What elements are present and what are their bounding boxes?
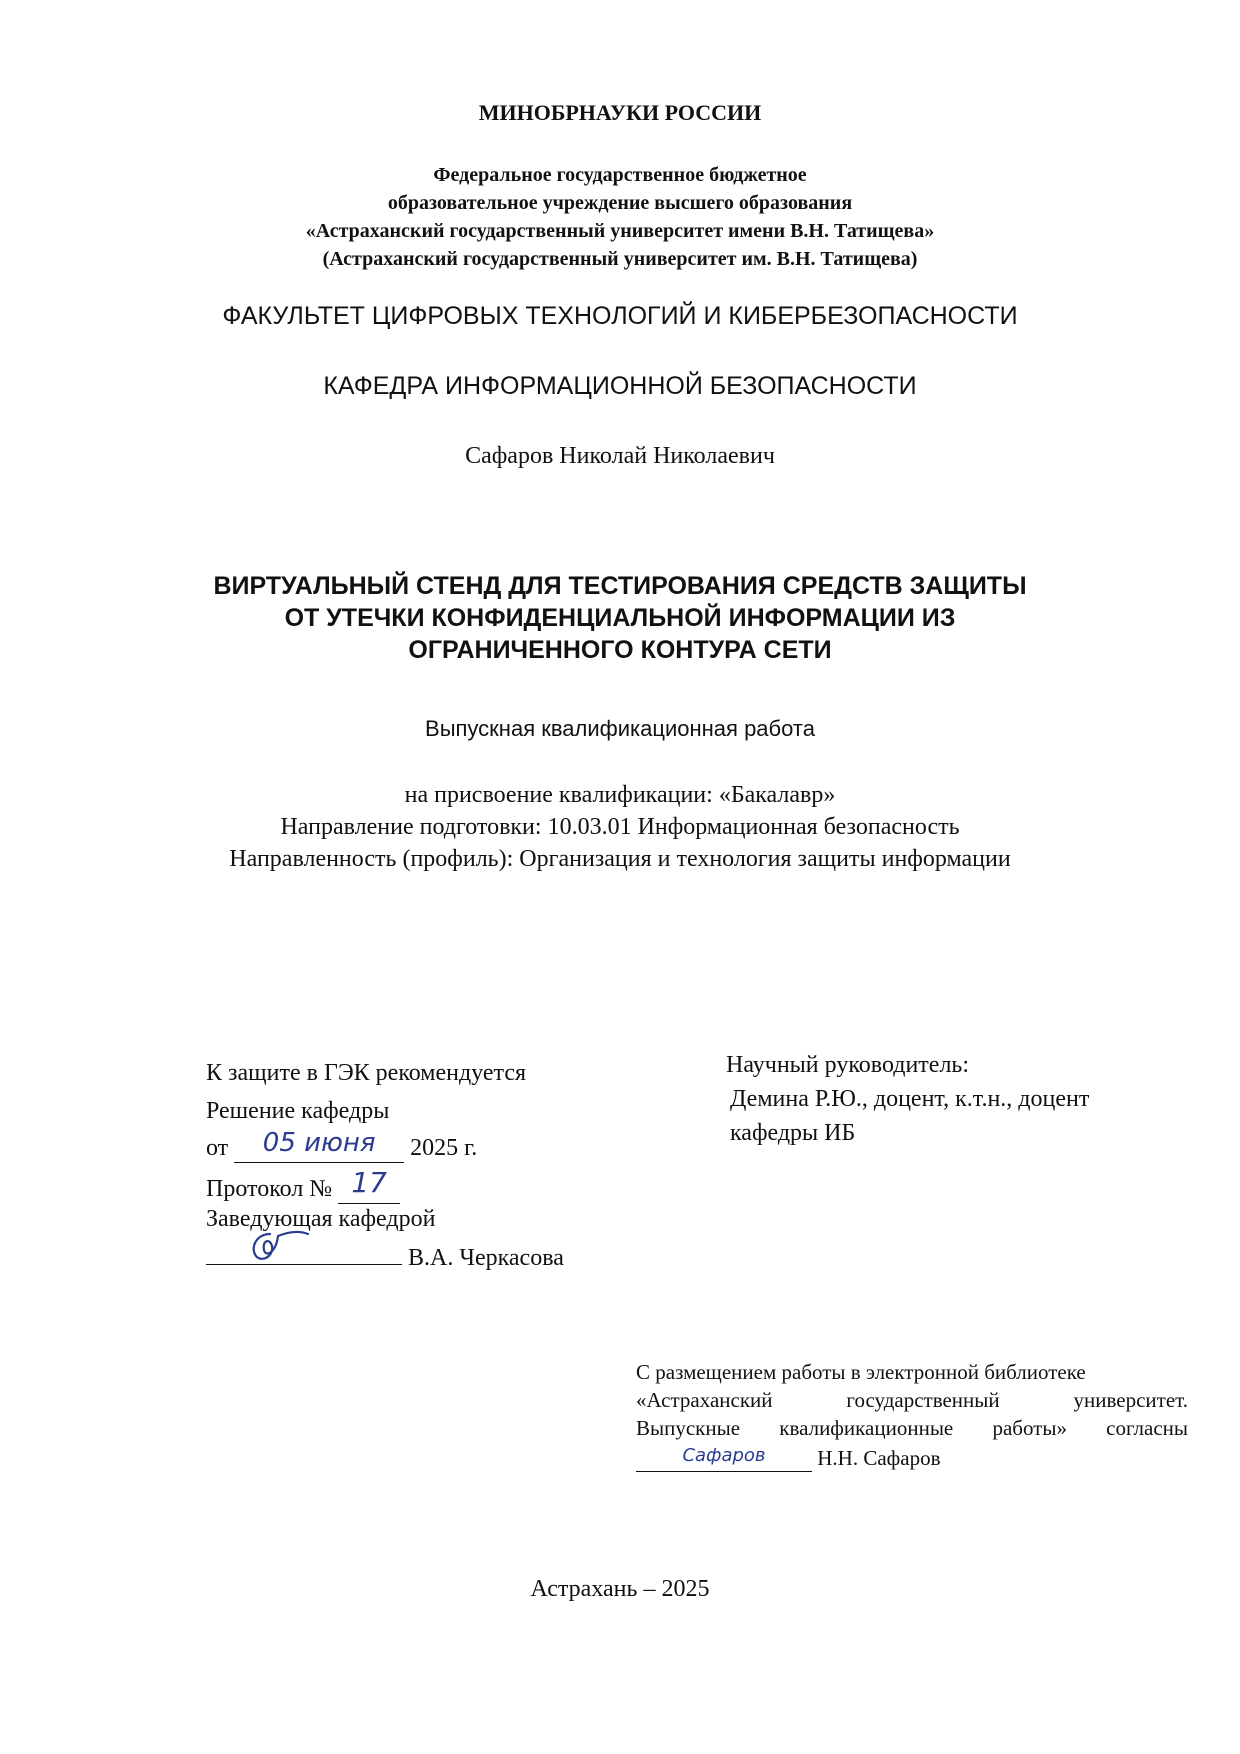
consent-line-2: «Астраханский государственный университет. xyxy=(636,1388,1188,1412)
head-signature-field xyxy=(206,1240,402,1265)
supervisor-line-2: кафедры ИБ xyxy=(730,1120,856,1146)
protocol-field xyxy=(338,1166,400,1204)
protocol-line xyxy=(206,1166,400,1204)
handwritten-date: 05 июня xyxy=(262,1128,376,1158)
work-type: Выпускная квалификационная работа xyxy=(425,716,815,741)
institution-line-4: (Астраханский государственный университет им. В.Н. Татищева) xyxy=(322,248,918,270)
handwritten-protocol-number: 17 xyxy=(351,1166,387,1199)
decision-date-line xyxy=(206,1128,478,1163)
head-signature-line xyxy=(206,1240,564,1272)
consent-name: Н.Н. Сафаров xyxy=(817,1446,941,1470)
institution-line-3: «Астраханский государственный университет имени В.Н. Татищева» xyxy=(305,220,935,242)
title-line-3: ОГРАНИЧЕННОГО КОНТУРА СЕТИ xyxy=(408,636,832,664)
consent-signature-field xyxy=(636,1446,812,1472)
qualification: на присвоение квалификации: «Бакалавр» xyxy=(404,782,836,808)
date-field xyxy=(234,1128,404,1163)
author-name: Сафаров Николай Николаевич xyxy=(465,443,775,469)
consent-line-1: С размещением работы в электронной библиотеке xyxy=(636,1360,1086,1384)
profile: Направленность (профиль): Организация и технология защиты информации xyxy=(229,846,1011,872)
department-name: КАФЕДРА ИНФОРМАЦИОННОЙ БЕЗОПАСНОСТИ xyxy=(323,372,917,400)
ministry-heading: МИНОБРНАУКИ РОССИИ xyxy=(478,100,762,125)
head-title: Заведующая кафедрой xyxy=(206,1206,436,1232)
head-signature-mark xyxy=(242,1226,322,1266)
city-year: Астрахань – 2025 xyxy=(530,1576,710,1602)
date-prefix: от xyxy=(206,1135,229,1161)
title-line-2: ОТ УТЕЧКИ КОНФИДЕНЦИАЛЬНОЙ ИНФОРМАЦИИ ИЗ xyxy=(284,604,956,632)
consent-signature-line xyxy=(636,1446,941,1472)
faculty-name: ФАКУЛЬТЕТ ЦИФРОВЫХ ТЕХНОЛОГИЙ И КИБЕРБЕЗОПАСНОСТИ xyxy=(222,302,1018,330)
supervisor-line-1: Демина Р.Ю., доцент, к.т.н., доцент xyxy=(730,1086,1090,1112)
date-suffix: 2025 г. xyxy=(410,1135,478,1161)
head-name: В.А. Черкасова xyxy=(408,1245,564,1271)
institution-line-1: Федеральное государственное бюджетное xyxy=(433,164,807,186)
consent-line-3: Выпускные квалификационные работы» согласны xyxy=(636,1416,1188,1440)
title-line-1: ВИРТУАЛЬНЫЙ СТЕНД ДЛЯ ТЕСТИРОВАНИЯ СРЕДСТВ ЗАЩИТЫ xyxy=(213,572,1027,600)
institution-line-2: образовательное учреждение высшего образования xyxy=(387,192,853,214)
recommend-text: К защите в ГЭК рекомендуется xyxy=(206,1060,527,1086)
handwritten-signature: Сафаров xyxy=(682,1445,766,1466)
direction: Направление подготовки: 10.03.01 Информационная безопасность xyxy=(280,814,960,840)
protocol-prefix: Протокол № xyxy=(206,1176,333,1202)
supervisor-title: Научный руководитель: xyxy=(726,1052,970,1078)
decision-text: Решение кафедры xyxy=(206,1098,390,1124)
